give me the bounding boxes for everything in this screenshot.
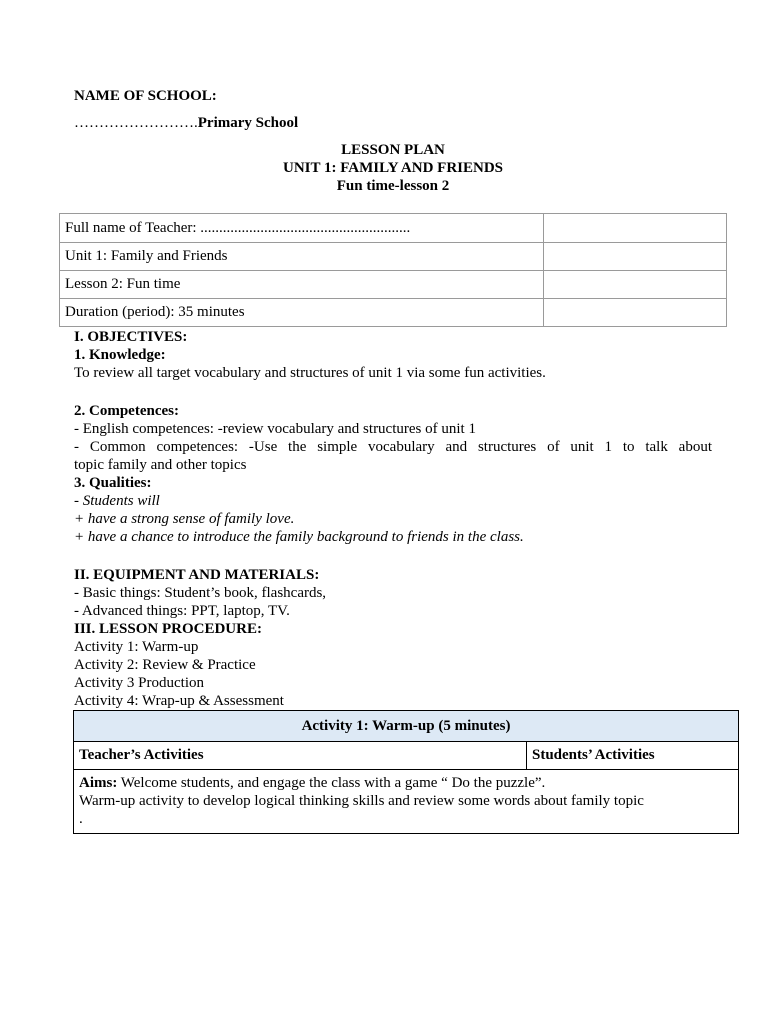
empty-cell [544,299,727,327]
english-competences: - English competences: -review vocabulary and structures of unit 1 [74,421,476,437]
lesson-plan-title: LESSON PLAN [341,142,445,158]
common-competences-cont: topic family and other topics [74,457,247,473]
table-row [60,299,727,327]
school-label: NAME OF SCHOOL: [74,88,217,104]
aims-line-2: Warm-up activity to develop logical thinking skills and review some words about family topic [79,793,644,809]
table-row [60,243,727,271]
aims-text: Welcome students, and engage the class with a game “ Do the puzzle”. [117,775,546,791]
equipment-heading: II. EQUIPMENT AND MATERIALS: [74,567,320,583]
table-row [60,271,727,299]
table-row [60,214,727,243]
unit-title: UNIT 1: FAMILY AND FRIENDS [282,160,504,176]
aims-line [79,774,733,792]
procedure-activity: Activity 2: Review & Practice [74,657,256,673]
procedure-heading: III. LESSON PROCEDURE: [74,621,262,637]
qualities-heading: 3. Qualities: [74,475,152,491]
activity-columns-row [74,742,739,770]
procedure-activity: Activity 1: Warm-up [74,639,199,655]
quality-item: + have a strong sense of family love. [74,511,295,527]
advanced-things: - Advanced things: PPT, laptop, TV. [74,603,290,619]
activity-table [73,710,739,834]
empty-cell [544,214,727,243]
knowledge-text: To review all target vocabulary and structures of unit 1 via some fun activities. [74,365,546,381]
aims-row [74,770,739,834]
school-dots: ……………………. [74,115,198,131]
aims-line-3: . [79,811,83,827]
activity-title: Activity 1: Warm-up (5 minutes) [74,711,739,742]
basic-things: - Basic things: Student’s book, flashcards, [74,585,327,601]
school-name: Primary School [197,115,299,131]
procedure-activity: Activity 4: Wrap-up & Assessment [74,693,284,709]
common-competences: - Common competences: -Use the simple vocabulary and structures of unit 1 to talk about [74,439,712,455]
quality-item: + have a chance to introduce the family background to friends in the class. [74,529,524,545]
aims-label: Aims: [79,775,118,791]
objectives-heading: I. OBJECTIVES: [74,329,188,345]
school-line [74,114,298,132]
students-activities-header: Students’ Activities [527,742,739,770]
teacher-name-cell: Full name of Teacher: ........................................................ [60,214,544,243]
empty-cell [544,243,727,271]
lesson-title: Fun time-lesson 2 [336,178,450,194]
aims-cell [74,770,739,834]
qualities-intro: - Students will [74,493,160,509]
activity-title-row [74,711,739,742]
procedure-activity: Activity 3 Production [74,675,204,691]
duration-cell: Duration (period): 35 minutes [60,299,544,327]
knowledge-heading: 1. Knowledge: [74,347,166,363]
teacher-info-table [59,213,727,327]
unit-cell: Unit 1: Family and Friends [60,243,544,271]
empty-cell [544,271,727,299]
competences-heading: 2. Competences: [74,403,179,419]
teacher-activities-header: Teacher’s Activities [74,742,527,770]
lesson-cell: Lesson 2: Fun time [60,271,544,299]
